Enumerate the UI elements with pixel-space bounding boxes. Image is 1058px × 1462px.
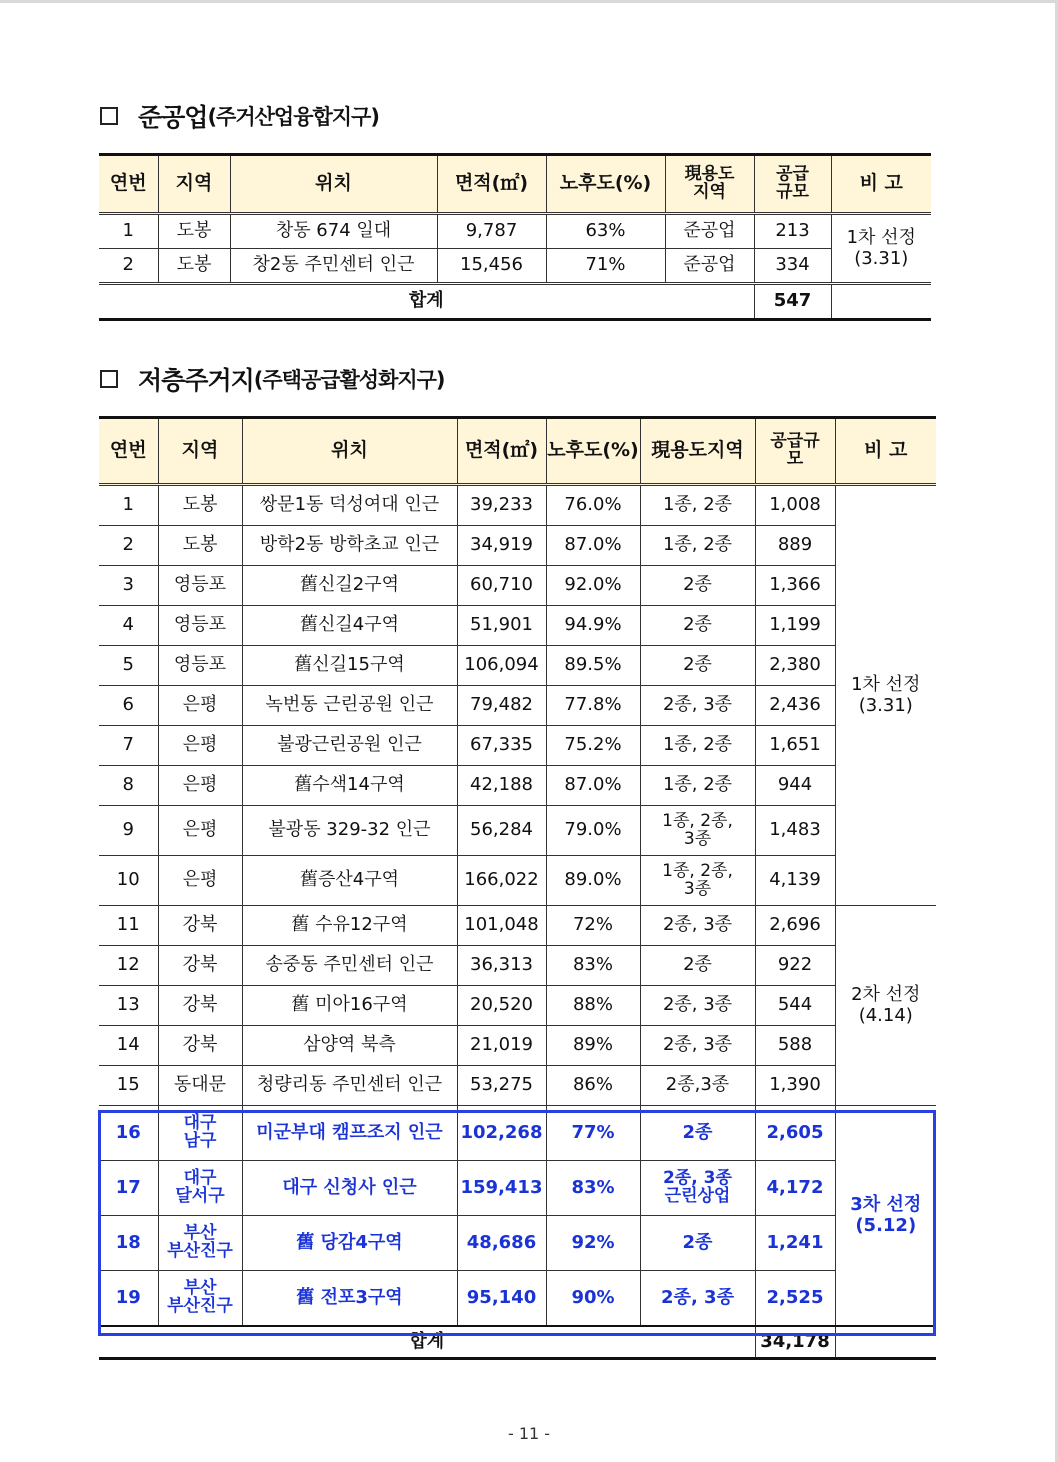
header-no: 연번 bbox=[99, 418, 158, 485]
cell-age: 79.0% bbox=[546, 806, 640, 856]
cell-location: 송중동 주민센터 인근 bbox=[242, 946, 457, 986]
cell-region: 은평 bbox=[158, 806, 242, 856]
table-row bbox=[99, 806, 936, 856]
cell-area: 166,022 bbox=[457, 856, 546, 906]
cell-region: 은평 bbox=[158, 766, 242, 806]
cell-region: 동대문 bbox=[158, 1066, 242, 1106]
cell-supply: 1,008 bbox=[755, 485, 835, 526]
cell-region: 영등포 bbox=[158, 606, 242, 646]
cell-region: 강북 bbox=[158, 986, 242, 1026]
cell-region: 대구 남구 bbox=[158, 1106, 242, 1161]
cell-zone: 2종, 3종 bbox=[640, 1026, 755, 1066]
cell-region: 영등포 bbox=[158, 566, 242, 606]
cell-region: 도봉 bbox=[158, 214, 230, 249]
cell-location: 불광근린공원 인근 bbox=[242, 726, 457, 766]
table-row bbox=[99, 1066, 936, 1106]
cell-zone: 2종,3종 bbox=[640, 1066, 755, 1106]
checkbox-square-icon bbox=[100, 370, 118, 388]
cell-location: 창동 674 일대 bbox=[230, 214, 437, 249]
cell-location: 방학2동 방학초교 인근 bbox=[242, 526, 457, 566]
cell-no: 16 bbox=[99, 1106, 158, 1161]
cell-location: 녹번동 근린공원 인근 bbox=[242, 686, 457, 726]
cell-zone: 준공업 bbox=[665, 214, 754, 249]
table-row bbox=[99, 646, 936, 686]
checkbox-square-icon bbox=[100, 107, 118, 125]
cell-area: 95,140 bbox=[457, 1271, 546, 1327]
cell-supply: 1,390 bbox=[755, 1066, 835, 1106]
cell-age: 76.0% bbox=[546, 485, 640, 526]
cell-area: 9,787 bbox=[437, 214, 546, 249]
cell-location: 청량리동 주민센터 인근 bbox=[242, 1066, 457, 1106]
cell-region: 부산 부산진구 bbox=[158, 1216, 242, 1271]
cell-no: 12 bbox=[99, 946, 158, 986]
cell-age: 63% bbox=[546, 214, 665, 249]
cell-area: 15,456 bbox=[437, 249, 546, 284]
table-row bbox=[99, 766, 936, 806]
table-row bbox=[99, 566, 936, 606]
cell-location: 대구 신청사 인근 bbox=[242, 1161, 457, 1216]
total-row bbox=[99, 1326, 936, 1359]
table-row bbox=[99, 1026, 936, 1066]
table-row bbox=[99, 856, 936, 906]
cell-area: 159,413 bbox=[457, 1161, 546, 1216]
cell-location: 舊 당감4구역 bbox=[242, 1216, 457, 1271]
cell-area: 106,094 bbox=[457, 646, 546, 686]
cell-supply: 1,366 bbox=[755, 566, 835, 606]
table-header-row bbox=[99, 155, 931, 214]
cell-no: 6 bbox=[99, 686, 158, 726]
cell-supply: 1,483 bbox=[755, 806, 835, 856]
cell-supply: 2,605 bbox=[755, 1106, 835, 1161]
cell-location: 舊증산4구역 bbox=[242, 856, 457, 906]
section1-subtitle: (주거산업융합지구) bbox=[207, 105, 379, 129]
cell-area: 67,335 bbox=[457, 726, 546, 766]
header-region: 지역 bbox=[158, 155, 230, 214]
cell-note: 3차 선정 (5.12) bbox=[835, 1106, 936, 1327]
cell-location: 舊신길2구역 bbox=[242, 566, 457, 606]
cell-area: 79,482 bbox=[457, 686, 546, 726]
cell-no: 4 bbox=[99, 606, 158, 646]
header-region: 지역 bbox=[158, 418, 242, 485]
cell-no: 2 bbox=[99, 526, 158, 566]
cell-region: 은평 bbox=[158, 686, 242, 726]
header-note: 비 고 bbox=[831, 155, 931, 214]
industrial-zone-table bbox=[99, 153, 931, 321]
cell-zone: 1종, 2종, 3종 bbox=[640, 856, 755, 906]
table-row bbox=[99, 906, 936, 946]
table-row bbox=[99, 1271, 936, 1327]
table-row bbox=[99, 946, 936, 986]
total-label: 합계 bbox=[99, 284, 754, 320]
cell-zone: 1종, 2종 bbox=[640, 726, 755, 766]
cell-age: 72% bbox=[546, 906, 640, 946]
cell-age: 86% bbox=[546, 1066, 640, 1106]
header-location: 위치 bbox=[242, 418, 457, 485]
header-age: 노후도(%) bbox=[546, 155, 665, 214]
cell-no: 10 bbox=[99, 856, 158, 906]
cell-age: 87.0% bbox=[546, 526, 640, 566]
cell-age: 75.2% bbox=[546, 726, 640, 766]
cell-region: 강북 bbox=[158, 946, 242, 986]
cell-zone: 2종, 3종 bbox=[640, 906, 755, 946]
cell-no: 15 bbox=[99, 1066, 158, 1106]
cell-area: 39,233 bbox=[457, 485, 546, 526]
cell-age: 92% bbox=[546, 1216, 640, 1271]
table-row bbox=[99, 526, 936, 566]
cell-area: 34,919 bbox=[457, 526, 546, 566]
cell-supply: 922 bbox=[755, 946, 835, 986]
total-label: 합계 bbox=[99, 1326, 755, 1359]
cell-region: 도봉 bbox=[158, 526, 242, 566]
cell-region: 부산 부산진구 bbox=[158, 1271, 242, 1327]
table-row bbox=[99, 485, 936, 526]
cell-no: 9 bbox=[99, 806, 158, 856]
cell-zone: 2종, 3종 bbox=[640, 1271, 755, 1327]
header-zone: 現용도지역 bbox=[640, 418, 755, 485]
cell-note: 1차 선정 (3.31) bbox=[831, 214, 931, 284]
cell-no: 1 bbox=[99, 485, 158, 526]
cell-no: 13 bbox=[99, 986, 158, 1026]
cell-region: 도봉 bbox=[158, 485, 242, 526]
cell-zone: 1종, 2종 bbox=[640, 526, 755, 566]
cell-area: 36,313 bbox=[457, 946, 546, 986]
section2-title: 저층주거지 bbox=[138, 366, 254, 395]
cell-area: 42,188 bbox=[457, 766, 546, 806]
cell-region: 강북 bbox=[158, 906, 242, 946]
cell-age: 87.0% bbox=[546, 766, 640, 806]
header-supply: 공급규 모 bbox=[755, 418, 835, 485]
cell-no: 7 bbox=[99, 726, 158, 766]
header-area: 면적(㎡) bbox=[457, 418, 546, 485]
table-row bbox=[99, 986, 936, 1026]
cell-supply: 2,436 bbox=[755, 686, 835, 726]
cell-supply: 889 bbox=[755, 526, 835, 566]
section1-heading bbox=[100, 98, 379, 134]
cell-supply: 944 bbox=[755, 766, 835, 806]
cell-age: 94.9% bbox=[546, 606, 640, 646]
table-row bbox=[99, 1106, 936, 1161]
total-note bbox=[831, 284, 931, 320]
table-row bbox=[99, 1216, 936, 1271]
cell-note: 2차 선정 (4.14) bbox=[835, 906, 936, 1106]
cell-area: 21,019 bbox=[457, 1026, 546, 1066]
cell-no: 18 bbox=[99, 1216, 158, 1271]
cell-age: 83% bbox=[546, 946, 640, 986]
cell-no: 8 bbox=[99, 766, 158, 806]
cell-zone: 준공업 bbox=[665, 249, 754, 284]
cell-supply: 2,380 bbox=[755, 646, 835, 686]
cell-zone: 2종 bbox=[640, 1216, 755, 1271]
cell-zone: 2종, 3종 bbox=[640, 686, 755, 726]
cell-no: 1 bbox=[99, 214, 158, 249]
table-row bbox=[99, 214, 931, 249]
cell-zone: 1종, 2종 bbox=[640, 766, 755, 806]
cell-region: 강북 bbox=[158, 1026, 242, 1066]
cell-age: 89.5% bbox=[546, 646, 640, 686]
cell-area: 51,901 bbox=[457, 606, 546, 646]
cell-area: 48,686 bbox=[457, 1216, 546, 1271]
cell-location: 쌍문1동 덕성여대 인근 bbox=[242, 485, 457, 526]
cell-area: 20,520 bbox=[457, 986, 546, 1026]
cell-no: 17 bbox=[99, 1161, 158, 1216]
cell-zone: 2종 bbox=[640, 946, 755, 986]
header-supply: 공급 규모 bbox=[754, 155, 831, 214]
cell-age: 89.0% bbox=[546, 856, 640, 906]
cell-location: 창2동 주민센터 인근 bbox=[230, 249, 437, 284]
cell-location: 舊신길15구역 bbox=[242, 646, 457, 686]
cell-age: 88% bbox=[546, 986, 640, 1026]
cell-no: 3 bbox=[99, 566, 158, 606]
table-header-row bbox=[99, 418, 936, 485]
cell-region: 은평 bbox=[158, 726, 242, 766]
header-zone: 現용도 지역 bbox=[665, 155, 754, 214]
header-location: 위치 bbox=[230, 155, 437, 214]
section1-title: 준공업 bbox=[138, 103, 208, 132]
cell-supply: 544 bbox=[755, 986, 835, 1026]
cell-age: 89% bbox=[546, 1026, 640, 1066]
cell-supply: 2,696 bbox=[755, 906, 835, 946]
cell-note: 1차 선정 (3.31) bbox=[835, 485, 936, 906]
cell-supply: 4,139 bbox=[755, 856, 835, 906]
cell-region: 영등포 bbox=[158, 646, 242, 686]
cell-region: 대구 달서구 bbox=[158, 1161, 242, 1216]
cell-zone: 2종, 3종 bbox=[640, 986, 755, 1026]
cell-location: 舊 전포3구역 bbox=[242, 1271, 457, 1327]
cell-area: 60,710 bbox=[457, 566, 546, 606]
cell-age: 83% bbox=[546, 1161, 640, 1216]
table-row bbox=[99, 726, 936, 766]
cell-age: 90% bbox=[546, 1271, 640, 1327]
cell-zone: 2종 bbox=[640, 646, 755, 686]
low-rise-residential-table bbox=[99, 416, 936, 1360]
cell-location: 舊 미아16구역 bbox=[242, 986, 457, 1026]
section2-subtitle: (주택공급활성화지구) bbox=[253, 368, 445, 392]
cell-location: 미군부대 캠프조지 인근 bbox=[242, 1106, 457, 1161]
cell-no: 19 bbox=[99, 1271, 158, 1327]
cell-supply: 334 bbox=[754, 249, 831, 284]
cell-zone: 1종, 2종, 3종 bbox=[640, 806, 755, 856]
cell-age: 77.8% bbox=[546, 686, 640, 726]
cell-location: 舊신길4구역 bbox=[242, 606, 457, 646]
cell-supply: 1,241 bbox=[755, 1216, 835, 1271]
total-row bbox=[99, 284, 931, 320]
cell-supply: 1,651 bbox=[755, 726, 835, 766]
cell-no: 11 bbox=[99, 906, 158, 946]
cell-location: 舊수색14구역 bbox=[242, 766, 457, 806]
cell-age: 92.0% bbox=[546, 566, 640, 606]
cell-area: 101,048 bbox=[457, 906, 546, 946]
cell-no: 5 bbox=[99, 646, 158, 686]
cell-region: 도봉 bbox=[158, 249, 230, 284]
cell-location: 삼양역 북측 bbox=[242, 1026, 457, 1066]
page-edge bbox=[0, 0, 1058, 3]
table-row bbox=[99, 686, 936, 726]
cell-area: 53,275 bbox=[457, 1066, 546, 1106]
cell-location: 舊 수유12구역 bbox=[242, 906, 457, 946]
section2-heading bbox=[100, 361, 445, 397]
header-no: 연번 bbox=[99, 155, 158, 214]
cell-zone: 2종 bbox=[640, 566, 755, 606]
cell-age: 71% bbox=[546, 249, 665, 284]
cell-age: 77% bbox=[546, 1106, 640, 1161]
cell-supply: 588 bbox=[755, 1026, 835, 1066]
cell-area: 56,284 bbox=[457, 806, 546, 856]
total-value: 34,178 bbox=[755, 1326, 835, 1359]
cell-zone: 2종, 3종 근린상업 bbox=[640, 1161, 755, 1216]
cell-region: 은평 bbox=[158, 856, 242, 906]
table-row bbox=[99, 606, 936, 646]
cell-supply: 4,172 bbox=[755, 1161, 835, 1216]
header-area: 면적(㎡) bbox=[437, 155, 546, 214]
cell-supply: 213 bbox=[754, 214, 831, 249]
cell-supply: 2,525 bbox=[755, 1271, 835, 1327]
cell-supply: 1,199 bbox=[755, 606, 835, 646]
cell-no: 14 bbox=[99, 1026, 158, 1066]
cell-no: 2 bbox=[99, 249, 158, 284]
table-row bbox=[99, 249, 931, 284]
cell-area: 102,268 bbox=[457, 1106, 546, 1161]
total-value: 547 bbox=[754, 284, 831, 320]
cell-zone: 2종 bbox=[640, 606, 755, 646]
cell-location: 불광동 329-32 인근 bbox=[242, 806, 457, 856]
cell-zone: 2종 bbox=[640, 1106, 755, 1161]
header-note: 비 고 bbox=[835, 418, 936, 485]
table-row bbox=[99, 1161, 936, 1216]
page-number: - 11 - bbox=[507, 1424, 551, 1443]
total-note bbox=[835, 1326, 936, 1359]
header-age: 노후도(%) bbox=[546, 418, 640, 485]
cell-zone: 1종, 2종 bbox=[640, 485, 755, 526]
